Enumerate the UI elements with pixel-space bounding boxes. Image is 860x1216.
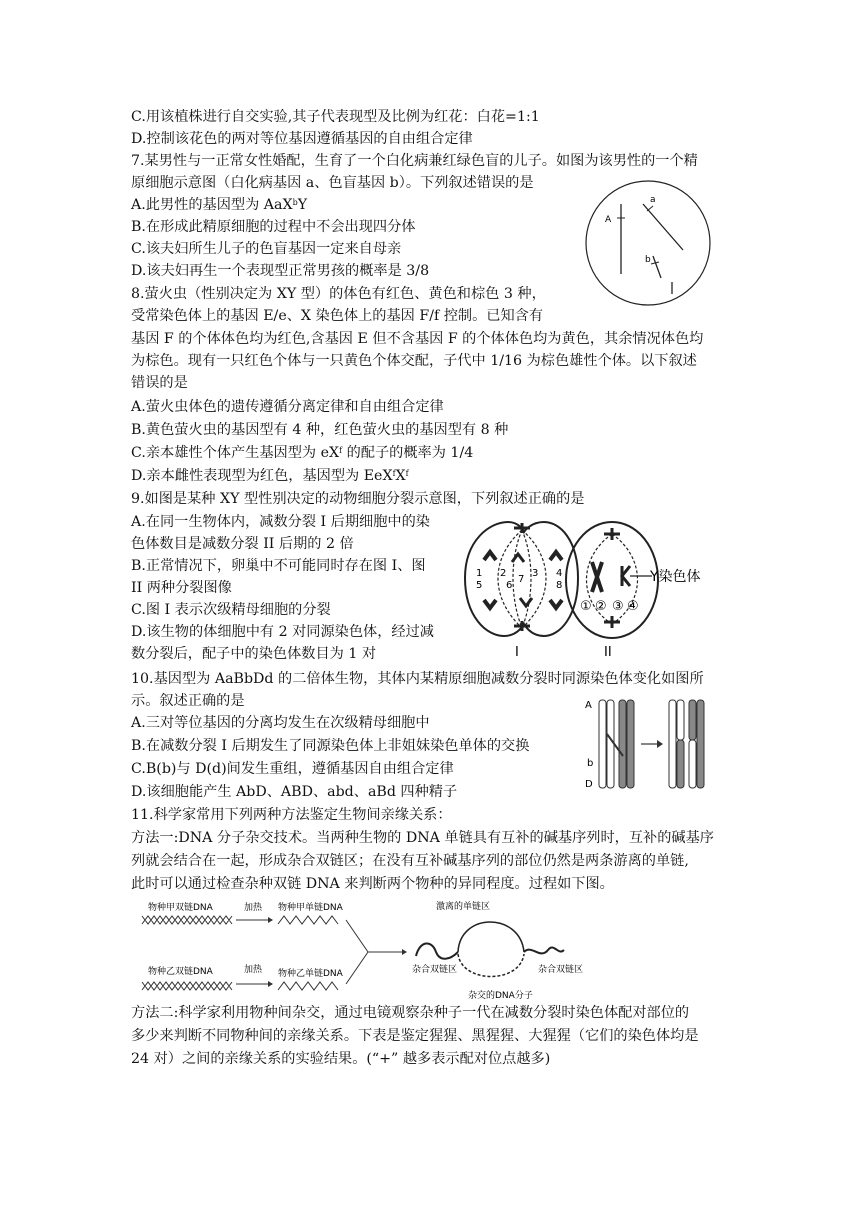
cell-I	[465, 522, 578, 660]
q10-stem-2: 示。叙述正确的是	[131, 693, 245, 709]
ss-a-strand	[278, 916, 338, 924]
cell-II-label: II	[604, 645, 612, 660]
chromatid-2	[607, 700, 614, 788]
q10-option-b: B.在减数分裂 I 后期发生了同源染色体上非姐妹染色单体的交换	[131, 738, 530, 754]
chromatid-7	[689, 700, 696, 740]
q7-option-a-text: A.此男性的基因型为 AaX	[131, 197, 293, 213]
chromosome-I-1	[484, 552, 496, 560]
q8-option-b: B.黄色萤火虫的基因型有 4 种，红色萤火虫的基因型有 8 种	[131, 422, 509, 438]
chromosome-a	[643, 204, 683, 250]
q8-option-d	[131, 466, 409, 486]
free-strand-label: 激离的单链区	[436, 902, 491, 912]
q7-option-c: C.该夫妇所生儿子的色盲基因一定来自母亲	[131, 241, 402, 257]
q9-stem: 9.如图是某种 XY 型性别决定的动物细胞分裂示意图，下列叙述正确的是	[131, 491, 585, 507]
chromosome-num-3: 3	[532, 568, 539, 579]
q9-option-d-2: 数分裂后，配子中的染色体数目为 1 对	[131, 646, 377, 662]
superscript: f	[339, 446, 343, 455]
hybrid-left-label: 杂合双链区	[412, 965, 458, 975]
superscript: f	[392, 469, 396, 478]
ss-b-strand	[278, 982, 338, 990]
homologs-before	[599, 700, 634, 788]
superscript: b	[292, 198, 298, 207]
cell-I-label: I	[515, 645, 519, 660]
q9-division-figure	[460, 518, 715, 663]
gene-label-b: b	[587, 758, 594, 769]
arrow-2-head	[268, 981, 273, 987]
q10-option-d: D.该细胞能产生 AbD、ABD、abd、aBd 四种精子	[131, 784, 458, 800]
chromatid-6-swap	[677, 740, 684, 788]
q7-option-a	[131, 195, 307, 215]
free-strand-top	[458, 922, 524, 952]
chromatid-7-swap	[689, 740, 696, 788]
q7-stem-1: 7.某男性与一正常女性婚配，生育了一个白化病兼红绿色盲的儿子。如图为该男性的一个精	[131, 153, 698, 169]
chromosome-I-3	[550, 552, 562, 560]
q11-method1-1: 方法一:DNA 分子杂交技术。当两种生物的 DNA 单链具有互补的碱基序列时，互补的碱基序	[131, 830, 714, 846]
free-strand-bottom	[458, 954, 524, 977]
centrosome-bottom-II	[604, 616, 620, 628]
chromosome-II-x	[592, 562, 602, 592]
q8-option-a: A.萤火虫体色的遗传遵循分离定律和自由组合定律	[131, 399, 444, 415]
q8-stem-2: 受常染色体上的基因 E/e、X 染色体上的基因 F/f 控制。已知含有	[131, 308, 544, 324]
q10-chromosome-figure	[583, 694, 715, 794]
chromosome-num-8: 8	[556, 580, 563, 591]
q8-option-c-tail: 的配子的概率为 1/4	[342, 445, 474, 461]
dna-a-double-strand	[142, 916, 232, 924]
chromatid-6	[677, 700, 684, 740]
q8-option-c	[131, 443, 473, 463]
hybrid-molecule-label: 杂交的DNA分子	[468, 991, 533, 1000]
q10-option-c: C.B(b)与 D(d)间发生重组，遵循基因自由组合定律	[131, 761, 454, 777]
q6-option-c: C.用该植株进行自交实验,其子代表现型及比例为红花：白花=1:1	[131, 109, 540, 125]
chromatid-3	[619, 700, 626, 788]
q10-stem-1: 10.基因型为 AaBbDd 的二倍体生物，其体内某精原细胞减数分裂时同源染色体变化如图所	[131, 671, 704, 687]
q7-option-a-tail: Y	[297, 197, 308, 213]
q11-method2-3: 24 对）之间的亲缘关系的实验结果。(“+” 越多表示配对位点越多)	[131, 1051, 551, 1067]
q6-option-d: D.控制该花色的两对等位基因遵循基因的自由组合定律	[131, 131, 473, 147]
q8-option-c-text: C.亲本雄性个体产生基因型为 eX	[131, 445, 340, 461]
chromosome-num-6: 6	[506, 580, 513, 591]
chromosome-I-4	[550, 600, 562, 608]
gene-label-A: A	[585, 700, 592, 711]
gene-label-b: b	[645, 255, 651, 265]
q7-option-b: B.在形成此精原细胞的过程中不会出现四分体	[131, 219, 416, 235]
chromosome-num-7: 7	[518, 574, 525, 585]
superscript: f	[405, 469, 409, 478]
cell-membrane	[586, 181, 710, 305]
q11-method2-2: 多少来判断不同物种间的亲缘关系。下表是鉴定猩猩、黑猩猩、大猩猩（它们的染色体均是	[131, 1028, 699, 1044]
chromosome-I-5	[512, 554, 524, 562]
chromosome-I-2	[484, 600, 496, 608]
q8-stem-1: 8.萤火虫（性别决定为 XY 型）的体色有红色、黄色和棕色 3 种，	[131, 286, 546, 302]
q9-option-b-2: II 两种分裂图像	[131, 580, 232, 596]
q11-stem: 11.科学家常用下列两种方法鉴定生物间亲缘关系：	[131, 807, 452, 823]
q9-option-b-1: B.正常情况下，卵巢中不可能同时存在图 I、图	[131, 558, 426, 574]
ss-b-label: 物种乙单链DNA	[278, 969, 343, 979]
arrow-3-head	[402, 949, 407, 955]
circle-num-3: ③	[612, 599, 624, 614]
circle-num-2: ②	[595, 599, 607, 614]
heat-label-1: 加热	[244, 903, 263, 913]
homologs-after	[669, 700, 704, 788]
chromosome-II-y	[622, 566, 630, 586]
q11-method1-3: 此时可以通过检查杂种双链 DNA 来判断两个物种的异同程度。过程如下图。	[131, 876, 614, 892]
hybrid-right-strand	[524, 947, 564, 953]
q7-stem-2: 原细胞示意图（白化病基因 a、色盲基因 b）。下列叙述错误的是	[131, 175, 534, 191]
hybrid-right-label: 杂合双链区	[538, 965, 584, 975]
dna-b-double-label: 物种乙双链DNA	[148, 967, 213, 977]
heat-label-2: 加热	[244, 965, 263, 975]
q7-option-d: D.该夫妇再生一个表现型正常男孩的概率是 3/8	[131, 263, 430, 279]
q7-cell-figure	[583, 178, 713, 308]
q9-option-a-1: A.在同一生物体内，减数分裂 I 后期细胞中的染	[131, 514, 430, 530]
dna-b-double-strand	[142, 982, 232, 990]
q9-option-c: C.图 I 表示次级精母细胞的分裂	[131, 602, 331, 618]
q11-method2-1: 方法二:科学家利用物种间杂交，通过电镜观察杂种子一代在减数分裂时染色体配对部位的	[131, 1005, 690, 1021]
cell-II	[566, 522, 701, 660]
circle-num-4: ④	[627, 599, 639, 614]
gene-marker-a	[647, 206, 653, 211]
q11-dna-hybridization-figure	[140, 898, 620, 1000]
chromosome-num-4: 4	[556, 568, 563, 579]
q11-method1-2: 列就会结合在一起，形成杂合双链区；在没有互补碱基序列的部位仍然是两条游离的单链,	[131, 853, 689, 869]
circle-num-1: ①	[580, 599, 592, 614]
chromosome-num-1: 1	[476, 568, 483, 579]
arrow-1-head	[268, 917, 273, 923]
q8-option-d-mid: X	[395, 468, 406, 484]
q9-option-a-2: 色体数目是减数分裂 II 后期的 2 倍	[131, 536, 354, 552]
merge-bracket	[346, 920, 368, 984]
ss-a-label: 物种甲单链DNA	[278, 903, 343, 913]
chromatid-4	[627, 700, 634, 788]
q8-stem-4: 为棕色。现有一只红色个体与一只黄色个体交配，子代中 1/16 为棕色雄性个体。以下叙述	[131, 353, 697, 369]
chromosome-num-5: 5	[476, 580, 483, 591]
q8-stem-5: 错误的是	[131, 375, 188, 391]
gene-label-a: a	[650, 195, 656, 205]
chromatid-1	[599, 700, 606, 788]
chromosome-I-6	[520, 598, 532, 606]
q8-option-d-text: D.亲本雌性表现型为红色，基因型为 EeX	[131, 468, 393, 484]
chromatid-5	[669, 700, 676, 788]
q9-option-d-1: D.该生物的体细胞中有 2 对同源染色体，经过减	[131, 624, 434, 640]
chromosome-num-2: 2	[500, 568, 507, 579]
q10-option-a: A.三对等位基因的分离均发生在次级精母细胞中	[131, 715, 430, 731]
arrow-head	[657, 740, 663, 748]
gene-label-A: A	[605, 215, 612, 225]
chromosome-x	[653, 256, 661, 278]
q8-stem-3: 基因 F 的个体体色均为红色,含基因 E 但不含基因 F 的个体体色均为黄色，其余情况体色均	[131, 331, 704, 347]
chromatid-8	[697, 700, 704, 788]
y-chromosome-label: Y染色体	[650, 569, 701, 585]
gene-label-D: D	[585, 779, 593, 790]
dna-a-double-label: 物种甲双链DNA	[148, 903, 213, 913]
hybrid-left-strand	[416, 943, 458, 958]
